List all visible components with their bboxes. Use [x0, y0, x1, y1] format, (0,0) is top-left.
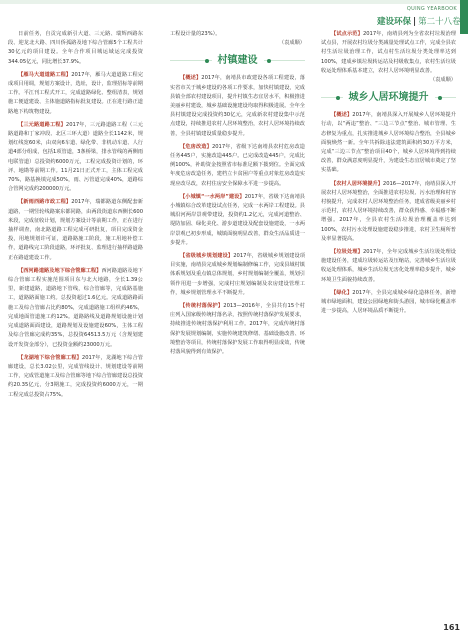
- entry-heading: 【农村人居环境提升】: [331, 180, 383, 187]
- header-bar: [0, 0, 468, 4]
- column-3: [321, 30, 456, 316]
- bullet-icon: [267, 59, 271, 63]
- section-title: 建设环保 | 第二十八卷: [377, 17, 461, 27]
- entry-heading: 【省级城乡规划建设】: [180, 253, 234, 260]
- volume-label: 第二十八卷: [418, 17, 461, 27]
- section-heading: 村镇建设: [212, 56, 264, 65]
- entry-heading: 【小城镇“一水两岸”建设】: [180, 193, 245, 200]
- paragraph: 【雁马大道道路工程】2017年，雁马大道道路工程完成项目用调，规划方案设计，选址，设计，监理招标等前期工作。平江刊工程式开工，完成道路绿化、整组清表，规划施工便道建设、主体施道路指标批复建设。正在进行路正道路地下构筑物建设。: [8, 71, 143, 115]
- paragraph: 【龙湖地下综合管廊工程】2017年，龙湖地下综合管廊建设，总长3.02公里，完成管线设计、规划建设等前期工作，完成管道施工及综合管廊等地下综合管廊建设总投资约20.35亿元，分3期施工，完成投资约6000万元，一期工程完成总投资占75%。: [8, 354, 143, 398]
- entry-heading: 【龙湖地下综合管廊工程】: [18, 354, 82, 361]
- paragraph: 【概述】2017年，南靖县市政建设各项工程建设，落实省市关于城乡建设的各项工作要求，加快村镇建设，完成县镇全部农村建设项目，提升村镇生态宜居水平，积极推进美丽乡村建设，城乡基础设施建设均取得积极进展。全年全县村镇建设完成投资约30亿元，完成新农村建设集中示范点建设，持续推进农村人居环境整治，农村人居环境持续改善，全县村镇建设质量稳步提升。: [170, 75, 305, 137]
- yearbook-logo: QUING YEARBOOK: [406, 6, 457, 12]
- section-banner-village: [170, 51, 305, 70]
- paragraph: 【新雨西路市政工程】2017年，瑞都路道东侧配套新道路，一期竖轮线路案东都同路，由两段街道东西侧长600米段，完成征收计划，规划方案设计等前期工作，正在进行抽样调查，南北路道路工程完成可研批复，项目完成资金投，用地规划许可证，道路路施工阶段，施工用地补偿工作，道路线完工阶段道路，环评批复、监理进行抽样路道路正在路道建设工作。: [8, 199, 143, 261]
- paragraph: 【危房改造】2017年，省级下达南靖县农村危房改造任务445户，实施改造445户。已完成改造445户，完成比例100%，补助资金按照省市标准足额下拨到位。全面完成年度危房改造任务，建档立卡贫困户等重点对象危房改造实现应改尽改，农村住房安全保障水平进一步提高。: [170, 143, 305, 187]
- paragraph: 工程设计量的23%）。: [170, 31, 221, 37]
- entry-heading: 【三元路道路工程】: [18, 121, 66, 128]
- paragraph: 【小城镇“一水两岸”建设】2017年，省级下达南靖县小城镇综合改革建设试点任务，完成一水两岸工程建设。县城沿河两岸景观带建设，投资约1.2亿元，完成河道整治、堤防加固、绿化美化、游步道建设及配套设施建设，一水两岸景观已初步形成，城镇面貌明显改善，群众生活品质进一步提升。: [170, 193, 305, 246]
- bullet-icon: [438, 96, 442, 100]
- entry-heading: 【试点示范】: [331, 31, 363, 37]
- entry-heading: 【概述】: [331, 112, 353, 119]
- page-number: 161: [443, 623, 460, 632]
- paragraph: 【西河路道路及地下综合管廊工程】西河路道路及地下综合管廊工程实施范围项目东与北大地路，全长1.39公里，新建道路，道路地下管线，综合管廊等，完成路基施工，道路路面施工约。总投资超过1.6亿元。完成道路路面施工及综合管廊占比约80%，完成道路施工组织约46%，完成地面管道施工约12%。道路路线及道路规划设施计划完成道路面面建设，道路规划及设施建设60%，主体工程及综合管廊完成约35%，总投资64513.5万元（含规划建设开发资金部分），已投资金额约23000万元。: [8, 267, 143, 348]
- entry-heading: 【雁马大道道路工程】: [18, 71, 72, 78]
- source-credit: （袁成顺）: [279, 40, 305, 47]
- bullet-icon: [205, 59, 209, 63]
- entry-heading: 【传统村落保护】: [180, 303, 224, 310]
- entry-heading: 【新雨西路市政工程】: [18, 199, 72, 206]
- section-banner-habitat: [321, 88, 456, 107]
- entry-heading: 【绿化】: [331, 289, 353, 296]
- paragraph: 日前任务，自贡完成新引大道、三元路、瑞辉西路东段、迎龙北大路、四川侨孤路及地下综合管廊5个工程共计30亿元的项目建设。全年合作项目城运域运完成投资344.05亿元，同比增长37.9%。: [8, 31, 143, 65]
- source-credit: （袁成顺）: [430, 77, 456, 84]
- paragraph: 【农村人居环境提升】2016—2017年，南靖县深入开展农村人居环境整治，全面推进农村垃圾、污水治理和村容村貌提升，完成农村人居环境整治任务，建成省级美丽乡村示范村，农村人居环境持续改善，群众获得感、幸福感不断增强。2017年，全县农村生活垃圾治理覆盖率达到100%，农村污水处理设施建设稳步推进，农村卫生厕所普及率显著提高。: [321, 180, 456, 242]
- column-2: [170, 30, 305, 357]
- paragraph: 【绿化】2017年，全县完成城乡绿化造林任务，新增城市绿地面积，建设公园绿地和街头游园，城市绿化覆盖率进一步提高，人居环境品质不断提升。: [321, 289, 456, 315]
- bullet-icon: [336, 96, 340, 100]
- section-name: 建设环保: [377, 17, 412, 27]
- header-edge-tab: [460, 0, 468, 34]
- entry-heading: 【西河路道路及地下综合管廊工程】: [18, 267, 102, 274]
- paragraph: 【三元路道路工程】2017年，三元路道路工程（三元路道路和丁家冲段、北区三环大道）道路全长1142米，规划红线宽60米，由双向6车道、绿化带、非机动车道、人行道4部分组成，包括1项管道，3条桥梁，排水管线的两侧雨电联管道）总投资约6000万元，工程完成投资计划的，环评、地勘等前期工作。11月21日正式开工，主体工程完成70%，路基换填完成50%，雨、污管道完成40%，道路综合管网完成约200000万元。: [8, 121, 143, 193]
- paragraph: 【概述】2017年，南靖县深入开展城乡人居环境提升行动，以“两违”整治、“三边三节点”整治、城市管理、生态修复为重点，扎实推进城乡人居环境综合整治，全县城乡面貌焕然一新。全年共拆除违法建筑面积约30万平方米，完成“三边三节点”整治项目40个，城乡人居环境得到持续改善，群众满意度明显提升，为建设生态宜居城市奠定了坚实基础。: [321, 112, 456, 174]
- entry-heading: 【危房改造】: [180, 143, 212, 150]
- column-1: [8, 30, 143, 400]
- entry-heading: 【概述】: [180, 75, 202, 82]
- paragraph: 【试点示范】2017年，南靖县列为全省农村垃圾治理试点县，开展农村垃圾分类减量处理试点工作，完成全县农村生活垃圾治理工作，试点村生活垃圾分类处理率达到100%，建成乡镇垃圾转运站及村级收集点，农村生活垃圾收运处理体系基本建立，农村人居环境明显改善。: [321, 31, 456, 74]
- entry-heading: 【垃圾处理】: [331, 249, 363, 256]
- section-heading: 城乡人居环境提升: [343, 93, 435, 102]
- paragraph: 【省级城乡规划建设】2017年，省级城乡规划建设项目实施，南靖县完成城乡规划编制修编工作，完成县域村镇体系规划及重点镇总体规划，乡村规划编制全覆盖，规划引领作用进一步增强，完成村庄规划编制及农房建设管理工作，城乡规划管理水平不断提升。: [170, 253, 305, 296]
- paragraph: 【传统村落保护】2013—2016年，全县共有15个村庄列入国家级传统村落名录，按照传统村落保护发展要求，持续推进传统村落保护利用工作。2017年，完成传统村落保护发展规划编制，实施传统建筑修缮、基础设施改善、环境整治等项目，传统村落保护发展工作取得明显成效，传统村落风貌得到有效保护。: [170, 303, 305, 356]
- paragraph: 【垃圾处理】2017年，全年完成城乡生活垃圾处理设施建设任务，建成垃圾转运站及压缩站，完善城乡生活垃圾收运处理体系，城乡生活垃圾无害化处理率稳步提升，城乡环境卫生面貌持续改善。: [321, 249, 456, 283]
